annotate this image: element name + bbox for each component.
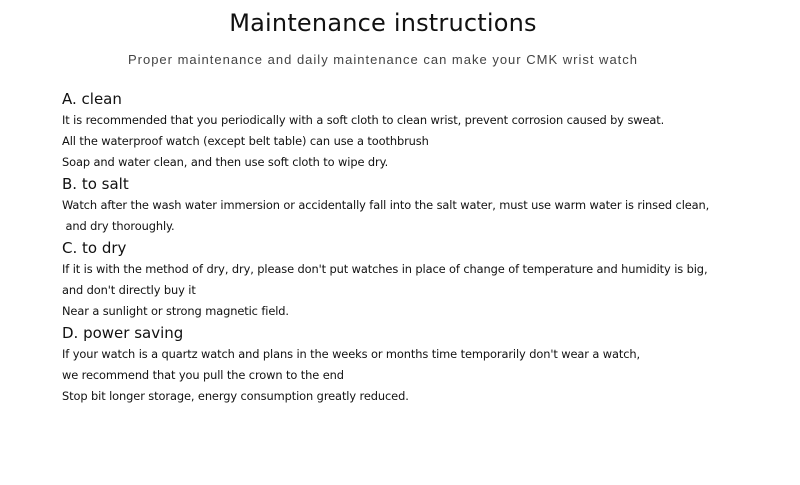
instruction-line: If it is with the method of dry, dry, please don't put watches in place of change of temperature and humidity is big,	[62, 262, 708, 276]
section-clean	[62, 88, 782, 173]
section-to-dry	[62, 237, 782, 322]
section-heading: D. power saving	[62, 324, 184, 342]
instruction-line: we recommend that you pull the crown to the end	[62, 368, 344, 382]
section-to-salt	[62, 173, 782, 237]
instruction-line: and don't directly buy it	[62, 283, 196, 297]
instruction-line: Watch after the wash water immersion or accidentally fall into the salt water, must use warm water is rinsed clean,	[62, 198, 710, 212]
instructions-body	[62, 88, 782, 407]
instruction-line: It is recommended that you periodically with a soft cloth to clean wrist, prevent corrosion caused by sweat.	[62, 113, 665, 127]
section-power-saving	[62, 322, 782, 407]
section-heading: B. to salt	[62, 175, 129, 193]
instruction-line: All the waterproof watch (except belt table) can use a toothbrush	[62, 134, 429, 148]
page-subtitle: Proper maintenance and daily maintenance can make your CMK wrist watch	[127, 52, 639, 67]
section-heading: C. to dry	[62, 239, 127, 257]
instruction-line: Near a sunlight or strong magnetic field.	[62, 304, 289, 318]
instruction-line: and dry thoroughly.	[62, 219, 175, 233]
instruction-line: Soap and water clean, and then use soft cloth to wipe dry.	[62, 155, 389, 169]
section-heading: A. clean	[62, 90, 122, 108]
instruction-line: Stop bit longer storage, energy consumption greatly reduced.	[62, 389, 409, 403]
page-title: Maintenance instructions	[229, 9, 537, 37]
instruction-line: If your watch is a quartz watch and plans in the weeks or months time temporarily don't wear a watch,	[62, 347, 641, 361]
